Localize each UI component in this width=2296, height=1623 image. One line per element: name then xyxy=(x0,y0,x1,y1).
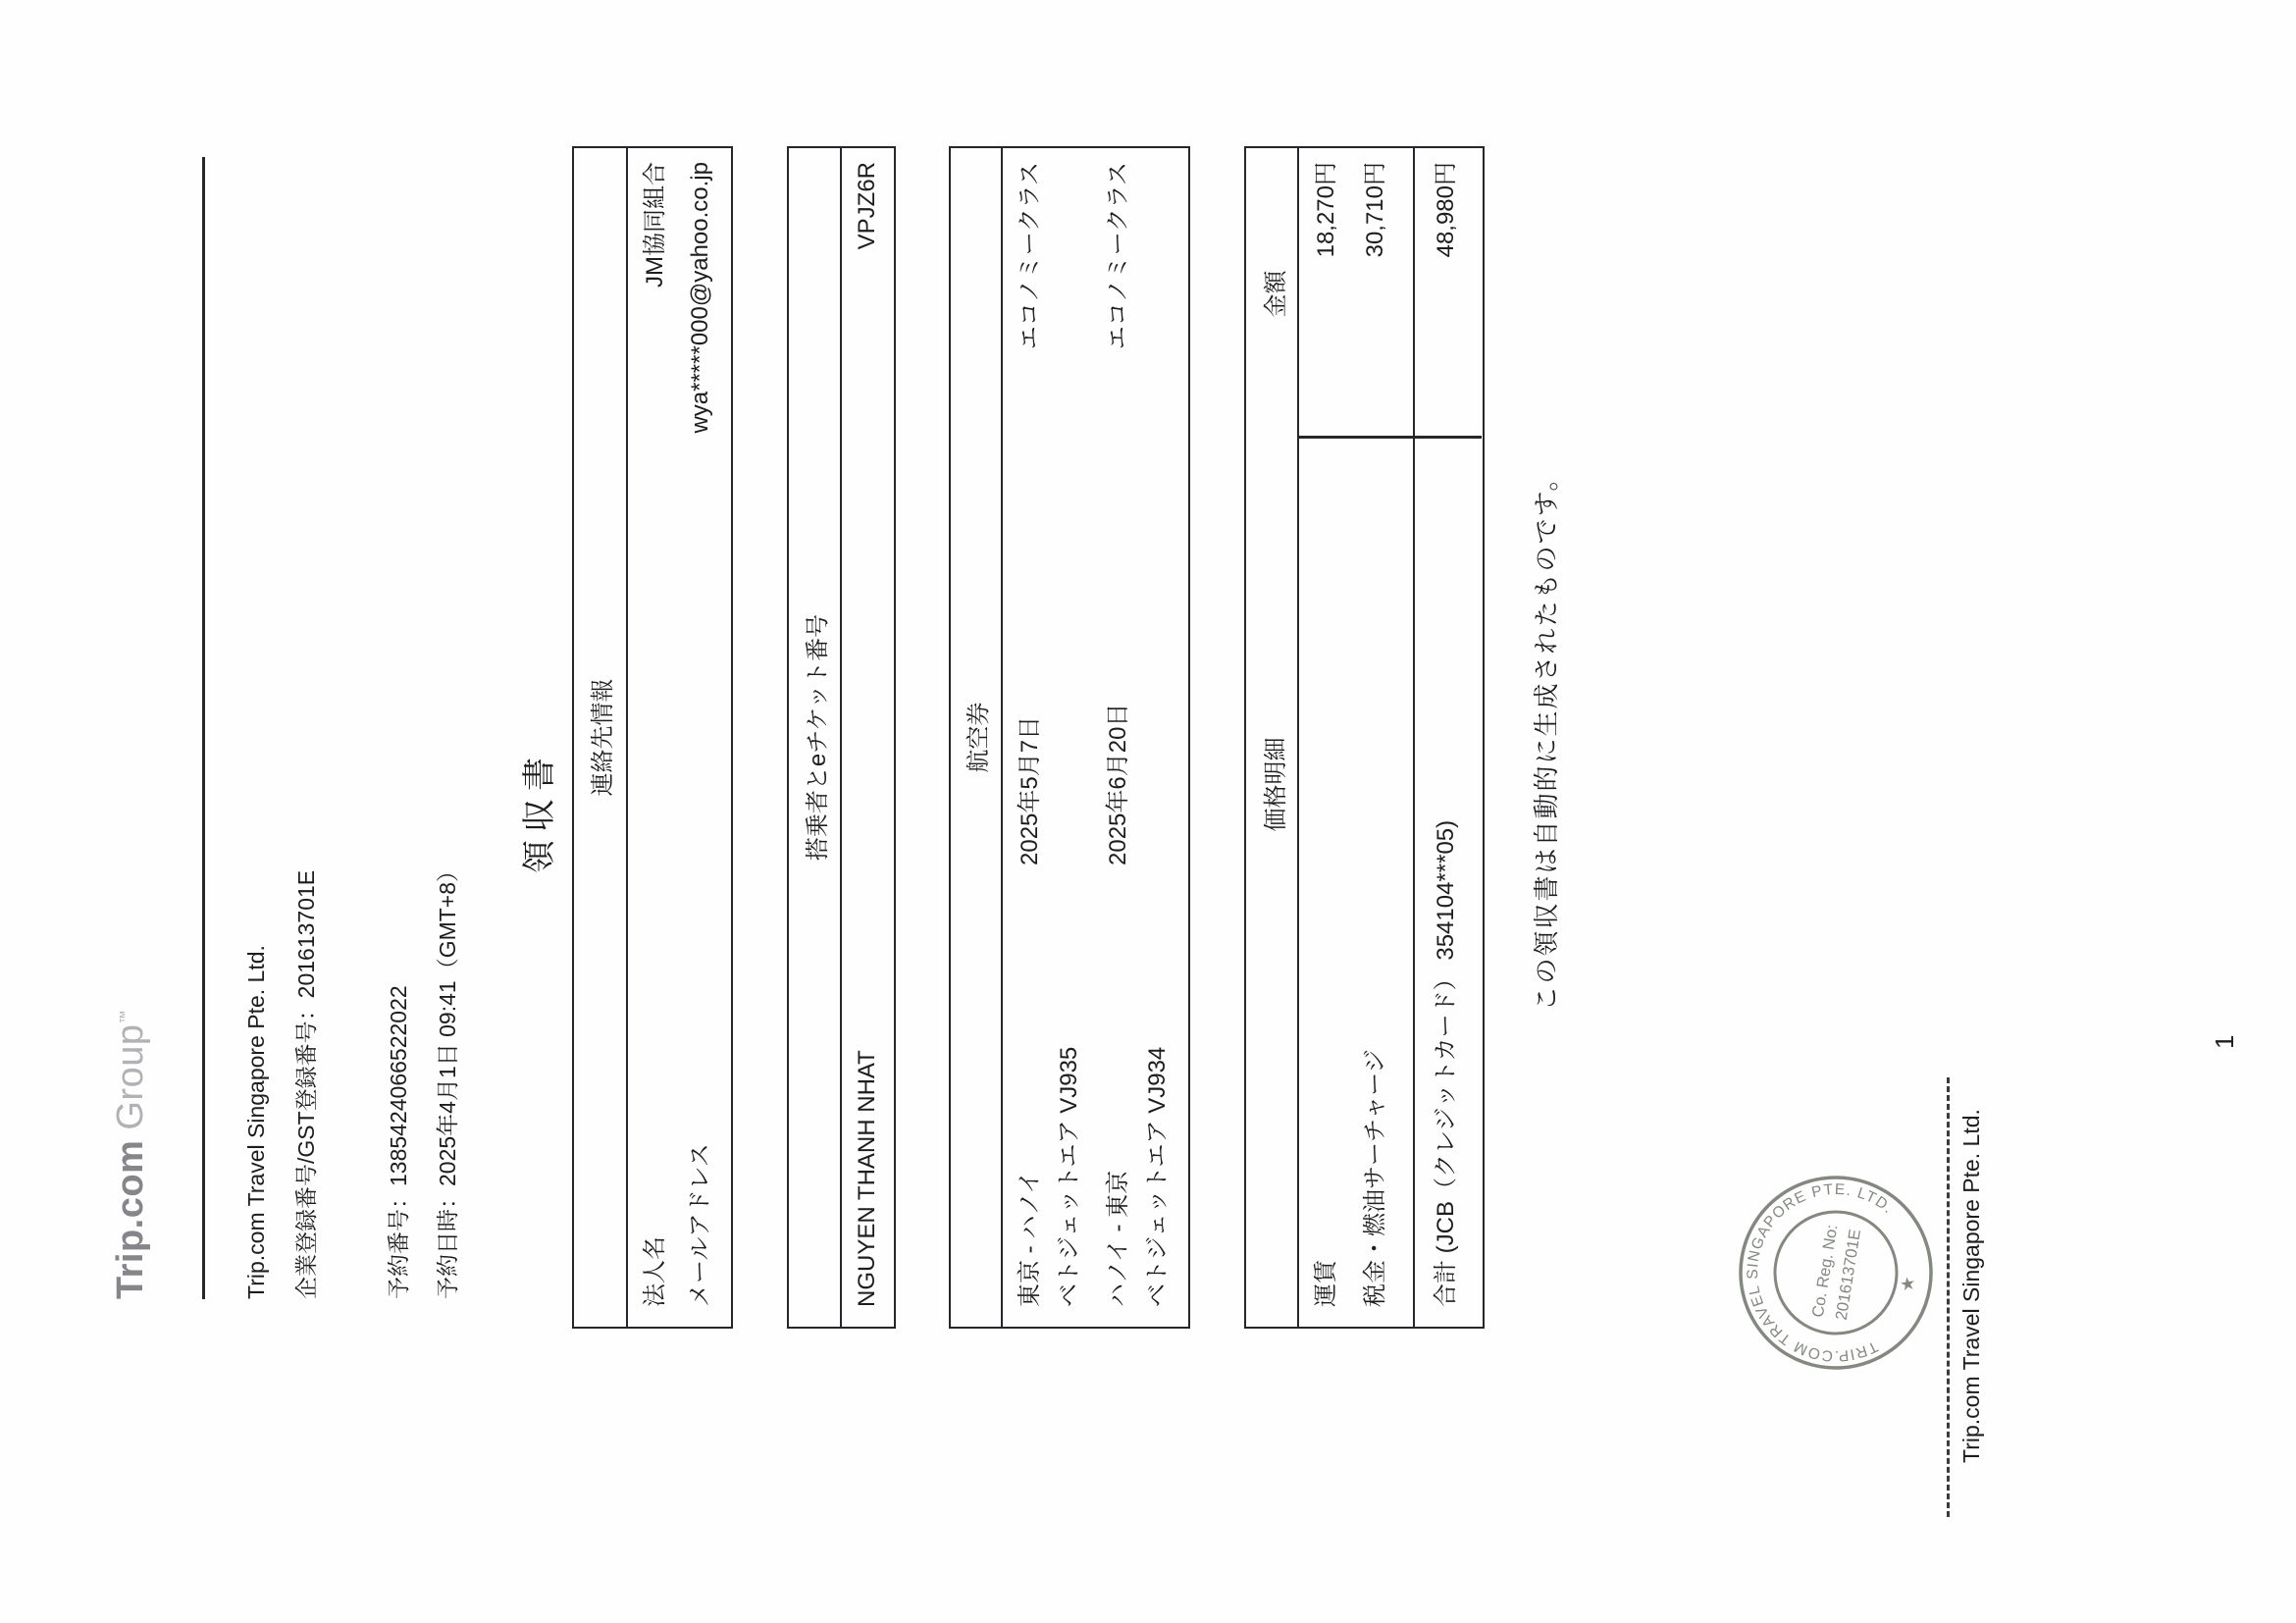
price-table-header-row xyxy=(1246,148,1299,1327)
price-row xyxy=(1360,148,1395,1327)
tax-surcharge-amount: 30,710円 xyxy=(1362,162,1388,258)
stamp-star-icon: ★ xyxy=(1896,1275,1919,1294)
segment-airline-flight: ベトジェットエア VJ935 xyxy=(1056,1046,1082,1307)
email-label: メールアドレス xyxy=(687,1143,713,1307)
tax-surcharge-label: 税金・燃油サーチャージ xyxy=(1362,1049,1388,1307)
page-number: 1 xyxy=(2210,1034,2239,1049)
segment-date: 2025年5月7日 xyxy=(1017,715,1043,865)
flight-number-row xyxy=(1142,148,1181,1327)
flight-table-header: 航空券 xyxy=(951,148,1003,1327)
flight-number-row xyxy=(1054,148,1103,1327)
flight-ticket-table xyxy=(949,146,1190,1329)
amount-column-label: 金額 xyxy=(1262,270,1289,318)
footer-company-name: Trip.com Travel Singapore Pte. Ltd. xyxy=(1958,1109,1984,1463)
passenger-name: NGUYEN THANH NHAT xyxy=(854,1050,880,1307)
segment-cabin-class: エコノミークラス xyxy=(1105,162,1131,350)
stamp-ring-text: TRIP.COM TRAVEL SINGAPORE PTE. LTD. xyxy=(1744,1180,1897,1365)
price-row xyxy=(1311,148,1346,1327)
flight-segment-row xyxy=(1015,148,1054,1327)
price-rows-cell xyxy=(1299,148,1415,1327)
segment-route: 東京 - ハノイ xyxy=(1017,1170,1043,1307)
contact-table-header: 連絡先情報 xyxy=(574,148,628,1327)
corporate-name-value: JM協同組合 xyxy=(642,162,668,288)
company-stamp xyxy=(1728,1165,1944,1381)
amount-column-divider xyxy=(1299,437,1482,440)
email-value: wya*****000@yahoo.co.jp xyxy=(687,162,713,434)
contact-info-table xyxy=(572,146,733,1329)
auto-generated-note: この領収書は自動的に生成されたものです。 xyxy=(1532,463,1561,1012)
stamp-inner-circle xyxy=(1766,1203,1905,1342)
signature-dashed-line xyxy=(1947,1077,1950,1517)
table-row xyxy=(685,148,724,1327)
gst-registration-number: 企業登録番号/GST登録番号：201613701E xyxy=(293,869,319,1299)
tripcom-group-logo xyxy=(110,1010,152,1299)
receipt-title: 領収書 xyxy=(521,750,558,873)
corporate-name-label: 法人名 xyxy=(642,1236,668,1307)
passenger-eticket-table xyxy=(787,146,896,1329)
passenger-table-header: 搭乗者とeチケット番号 xyxy=(789,148,842,1327)
segment-airline-flight: ベトジェットエア VJ934 xyxy=(1144,1046,1171,1307)
logo-brand-text: Trip.com xyxy=(110,1139,151,1299)
total-amount: 48,980円 xyxy=(1433,162,1459,258)
logo-suffix-text: Group xyxy=(110,1023,151,1130)
total-payment-label: 合計 (JCB（クレジットカード） 354104***05) xyxy=(1433,819,1459,1307)
price-breakdown-table xyxy=(1244,146,1485,1329)
fare-label: 運賃 xyxy=(1313,1260,1339,1307)
trademark-symbol: ™ xyxy=(116,1010,132,1024)
segment-cabin-class: エコノミークラス xyxy=(1017,162,1043,350)
stamp-reg-number: 201613701E xyxy=(1832,1228,1865,1322)
segment-route: ハノイ - 東京 xyxy=(1105,1170,1131,1307)
total-row xyxy=(1415,148,1482,1327)
price-breakdown-label: 価格明細 xyxy=(1262,737,1289,832)
stamp-reg-label: Co. Reg. No: xyxy=(1808,1223,1842,1319)
table-row xyxy=(640,148,685,1327)
issuer-company-name: Trip.com Travel Singapore Pte. Ltd. xyxy=(243,945,269,1299)
segment-date: 2025年6月20日 xyxy=(1105,703,1131,865)
eticket-pnr-code: VPJZ6R xyxy=(854,162,880,250)
booking-datetime: 予約日時：2025年4月1日 09:41（GMT+8） xyxy=(435,859,460,1299)
fare-amount: 18,270円 xyxy=(1313,162,1339,258)
table-row xyxy=(852,148,887,1327)
header-divider-rule xyxy=(202,157,205,1299)
total-line xyxy=(1431,148,1466,1327)
flight-segment-row xyxy=(1103,148,1142,1327)
booking-number: 予約番号：1385424066522022 xyxy=(386,985,411,1299)
